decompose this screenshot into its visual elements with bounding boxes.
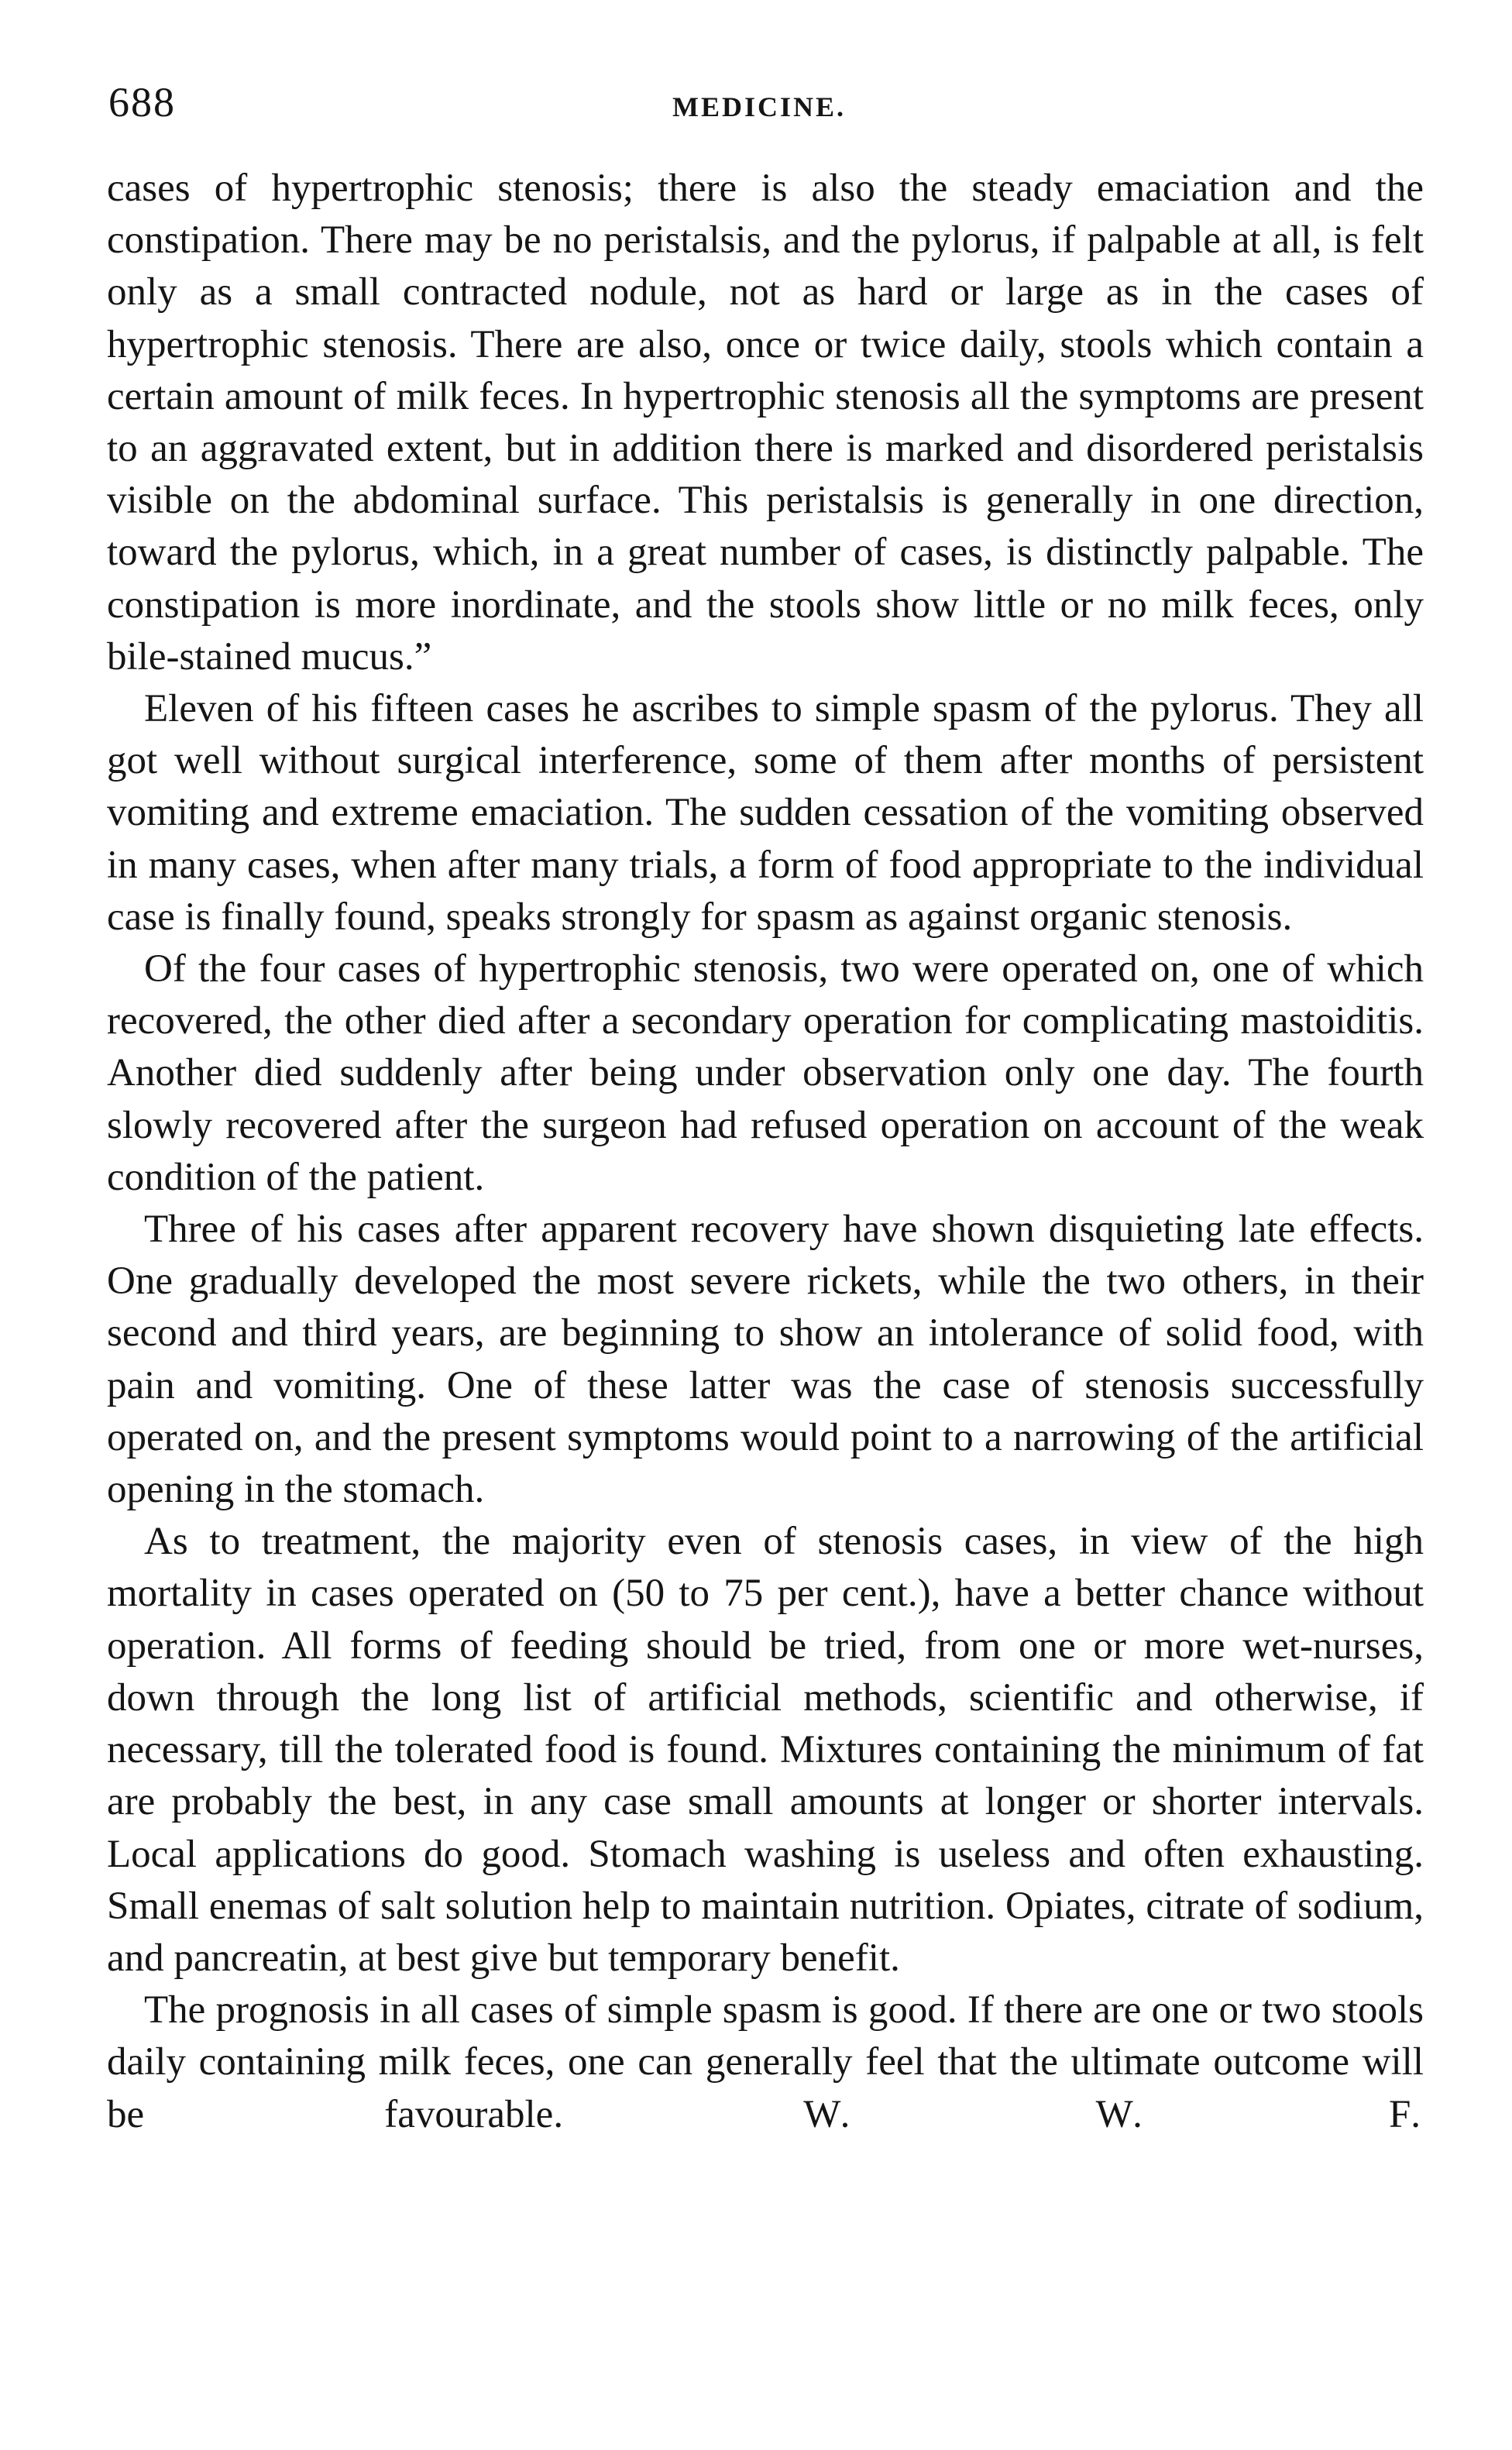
final-paragraph — [107, 1984, 1424, 2141]
paragraph-text: The prognosis in all cases of simple spasm is good. If there are one or two stools daily containing milk feces, one can generally feel that the ultimate outcome will be favourable. — [107, 1988, 1424, 2136]
paragraph: Of the four cases of hypertrophic stenosis, two were operated on, one of which recovered, the other died after a secondary operation for complicating mastoiditis. Another died suddenly after being under observation only one day. The fourth slowly recovered after the surgeon had refused operation on account of the weak condition of the patient. — [107, 947, 1424, 1199]
paragraph-continued: cases of hypertrophic stenosis; there is also the steady emaciation and the constipation. There may be no peristalsis, and the pylorus, if palpable at all, is felt only as a small contracted nodule, not as hard or large as in the cases of hypertrophic stenosis. There are also, once or twice daily, stools which contain a certain amount of milk feces. In hypertrophic stenosis all the symptoms are present to an aggravated extent, but in addition there is marked and disordered peristalsis visible on the abdominal surface. This peristalsis is generally in one direction, toward the pylorus, which, in a great number of cases, is distinctly palpable. The constipation is more inordinate, and the stools show little or no milk feces, only bile-stained mucus.” — [107, 167, 1424, 679]
section-title: MEDICINE. — [672, 91, 846, 122]
running-head — [101, 71, 1418, 133]
author-initials: W. W. F. — [803, 2092, 1424, 2136]
paragraph: As to treatment, the majority even of stenosis cases, in view of the high mortality in cases operated on (50 to 75 per cent.), have a better chance without operation. All forms of feeding should be tried, from one or more wet-nurses, down through the long list of artificial methods, scientific and otherwise, if necessary, till the tolerated food is found. Mixtures containing the minimum of fat are probably the best, in any case small amounts at longer or shorter intervals. Local applications do good. Stomach washing is useless and often exhausting. Small enemas of salt solution help to maintain nutrition. Opiates, citrate of sodium, and pancreatin, at best give but temporary benefit. — [107, 1520, 1424, 1980]
page-number: 688 — [108, 79, 176, 125]
paragraph: Eleven of his fifteen cases he ascribes to simple spasm of the pylorus. They all got well without surgical interference, some of them after months of persistent vomiting and extreme emaciation. The sudden cessation of the vomiting observed in many cases, when after many trials, a form of food appropriate to the individual case is finally found, speaks strongly for spasm as against organic stenosis. — [107, 687, 1424, 939]
body-text — [107, 163, 1424, 2141]
paragraph: Three of his cases after apparent recovery have shown disquieting late effects. One gradually developed the most severe rickets, while the two others, in their second and third years, are beginning to show an intolerance of solid food, with pain and vomiting. One of these latter was the case of stenosis successfully operated on, and the present symptoms would point to a narrowing of the artificial opening in the stomach. — [107, 1208, 1424, 1512]
